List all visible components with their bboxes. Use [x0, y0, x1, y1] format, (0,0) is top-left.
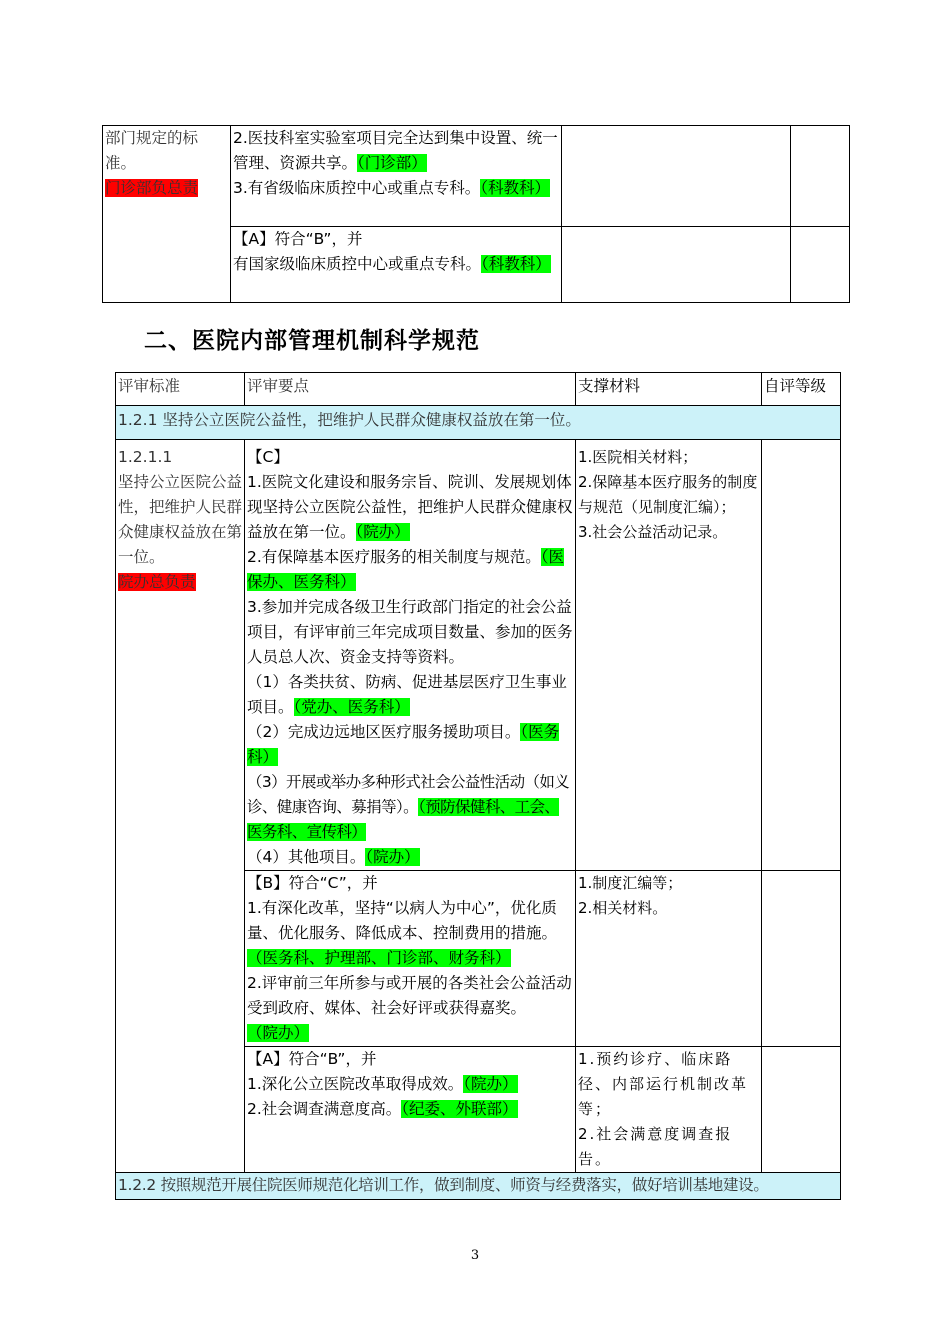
dept-tag: （院办） — [463, 1075, 518, 1093]
materials-cell — [576, 871, 762, 1047]
criteria-subitem: （4）其他项目。 — [247, 848, 366, 866]
standard-cell — [103, 126, 231, 303]
dept-tag: （院办） — [355, 523, 410, 541]
dept-tag: （门诊部） — [357, 154, 427, 172]
material-item: 1.制度汇编等； — [578, 874, 683, 892]
material-item: 2.社会满意度调查报告。 — [578, 1125, 733, 1168]
criteria-cell — [245, 440, 576, 871]
criteria-item: 2.社会调查满意度高。 — [247, 1100, 402, 1118]
dept-tag: （院办） — [365, 848, 420, 866]
grade-label: 【C】 — [247, 448, 289, 466]
material-item: 1.预约诊疗、临床路径、内部运行机制改革等； — [578, 1050, 749, 1118]
grade-label: 【A】符合“B”，并 — [247, 1050, 377, 1068]
grade-label: 【B】符合“C”，并 — [247, 874, 378, 892]
material-item: 3.社会公益活动记录。 — [578, 523, 728, 541]
criteria-item: 2.有保障基本医疗服务的相关制度与规范。 — [247, 548, 541, 566]
header-self-grade: 自评等级 — [762, 373, 841, 406]
criteria-subitem: （1）各类扶贫、防病、促进基层医疗卫生事业项目。 — [247, 673, 567, 716]
criteria-item: 1.医院文化建设和服务宗旨、院训、发展规划体现坚持公立医院公益性，把维护人民群众健康权益放在第一位。 — [247, 473, 573, 541]
section-row — [116, 406, 841, 440]
dept-tag: （医务科） — [247, 723, 560, 766]
dept-tag: （科教科） — [481, 255, 551, 273]
materials-cell — [562, 126, 791, 227]
standard-text: 部门规定的标准。 — [105, 129, 199, 172]
continuation-table — [102, 125, 850, 303]
criteria-cell — [245, 871, 576, 1047]
table-header-row — [116, 373, 841, 406]
standard-text: 坚持公立医院公益性，把维护人民群众健康权益放在第一位。 — [118, 473, 243, 566]
section-heading: 1.2.1 坚持公立医院公益性，把维护人民群众健康权益放在第一位。 — [116, 406, 841, 440]
dept-tag: （院办） — [247, 1024, 310, 1042]
owner-badge: 院办总负责 — [118, 573, 196, 591]
criteria-item: 有国家级临床质控中心或重点专科。 — [233, 255, 482, 273]
dept-tag: （医务科、护理部、门诊部、财务科） — [247, 949, 511, 967]
header-materials: 支撑材料 — [576, 373, 762, 406]
materials-cell — [562, 227, 791, 303]
grade-cell — [762, 871, 841, 1047]
criteria-item: 3.参加并完成各级卫生行政部门指定的社会公益项目，有评审前三年完成项目数量、参加的医务人员总人次、资金支持等资料。 — [247, 598, 573, 666]
evaluation-table — [115, 372, 841, 1200]
page-number: 3 — [470, 1248, 480, 1263]
material-item: 2.相关材料。 — [578, 899, 668, 917]
criteria-cell — [231, 126, 562, 227]
standard-code: 1.2.1.1 — [118, 448, 173, 466]
dept-tag: （预防保健科、工会、医务科、宣传科） — [247, 798, 560, 841]
criteria-cell — [245, 1047, 576, 1173]
grade-cell — [791, 126, 850, 227]
dept-tag: （党办、医务科） — [293, 698, 410, 716]
materials-cell — [576, 440, 762, 871]
materials-cell — [576, 1047, 762, 1173]
criteria-item: 1.有深化改革，坚持“以病人为中心”，优化质量、优化服务、降低成本、控制费用的措施。 — [247, 899, 558, 942]
grade-cell — [762, 1047, 841, 1173]
header-criteria: 评审要点 — [245, 373, 576, 406]
dept-tag: （医保办、医务科） — [247, 548, 565, 591]
criteria-cell — [231, 227, 562, 303]
criteria-item: 2.评审前三年所参与或开展的各类社会公益活动受到政府、媒体、社会好评或获得嘉奖。 — [247, 974, 572, 1017]
criteria-subitem: （2）完成边远地区医疗服务援助项目。 — [247, 723, 521, 741]
owner-badge: 门诊部负总责 — [105, 179, 199, 197]
criteria-item: 3.有省级临床质控中心或重点专科。 — [233, 179, 481, 197]
table-row — [116, 440, 841, 871]
section-row — [116, 1173, 841, 1200]
standard-cell — [116, 440, 245, 1173]
header-standard: 评审标准 — [116, 373, 245, 406]
section-title: 二、医院内部管理机制科学规范 — [144, 327, 480, 354]
criteria-item: 2.医技科室实验室项目完全达到集中设置、统一管理、资源共享。 — [233, 129, 558, 172]
dept-tag: （纪委、外联部） — [401, 1100, 518, 1118]
material-item: 2.保障基本医疗服务的制度与规范（见制度汇编）； — [578, 473, 758, 516]
grade-label: 【A】符合“B”，并 — [233, 230, 363, 248]
criteria-subitem: （3）开展或举办多种形式社会公益性活动（如义诊、健康咨询、募捐等）。 — [247, 773, 570, 816]
material-item: 1.医院相关材料； — [578, 448, 698, 466]
criteria-item: 1.深化公立医院改革取得成效。 — [247, 1075, 464, 1093]
dept-tag: （科教科） — [480, 179, 551, 197]
table-row — [103, 126, 850, 227]
section-heading: 1.2.2 按照规范开展住院医师规范化培训工作，做到制度、师资与经费落实，做好培训基地建设。 — [116, 1173, 841, 1200]
grade-cell — [762, 440, 841, 871]
grade-cell — [791, 227, 850, 303]
